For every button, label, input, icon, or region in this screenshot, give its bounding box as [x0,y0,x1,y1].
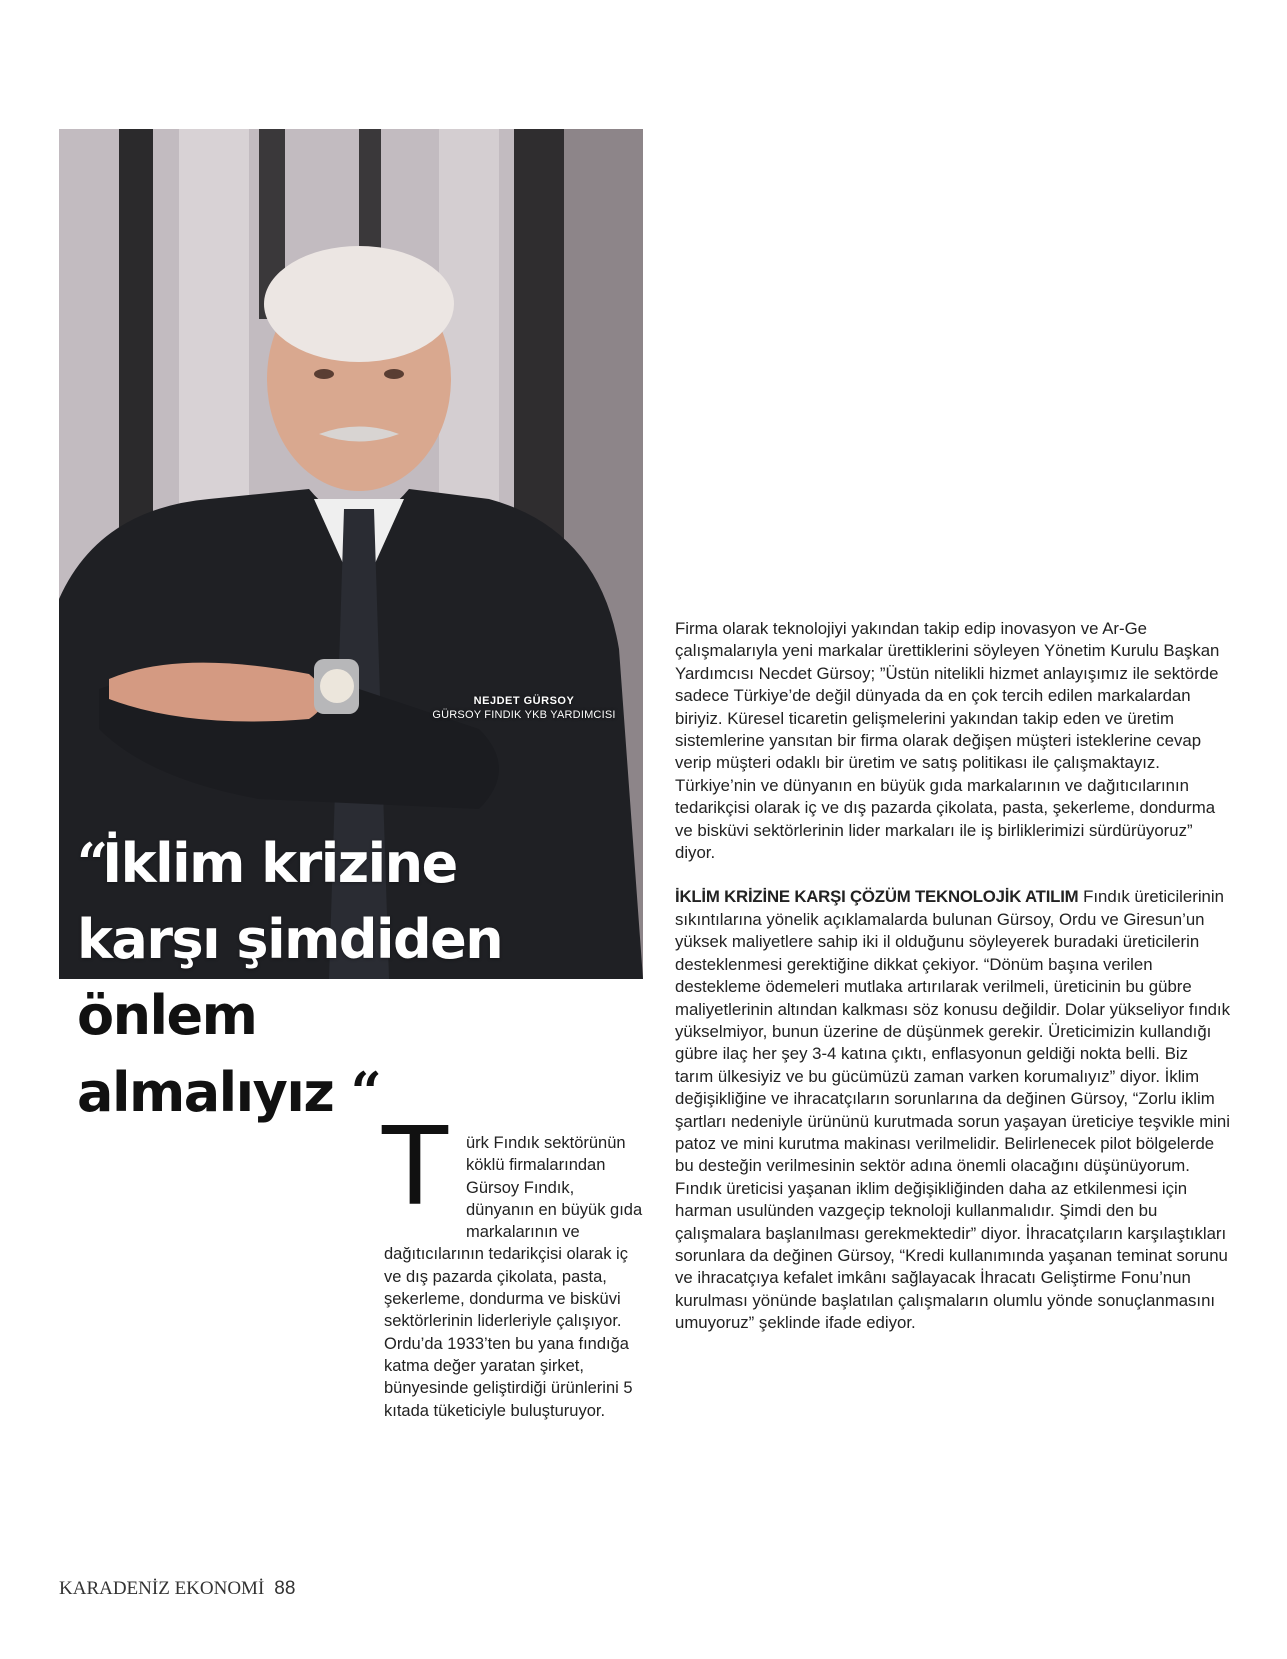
photo-caption [409,694,639,722]
headline-line-2: karşı şimdiden [77,908,503,971]
drop-cap: T [382,1105,448,1230]
open-quote-mark: “ [77,831,103,895]
headline-line-4-text: almalıyız [77,1061,334,1124]
body-paragraph-2 [675,886,1230,1334]
headline [77,825,637,1131]
section-subheading: İKLİM KRİZİNE KARŞI ÇÖZÜM TEKNOLOJİK ATILIM [675,887,1079,907]
body-paragraph-2-text: Fındık üreticilerinin sıkıntılarına yönelik açıklamalarda bulunan Gürsoy, Ordu ve Giresun’un yüksek maliyetlere sahip iki il olduğunu söyleyerek buradaki üreticilerin desteklenmesi gerektiğine dikkat çekiyor. “Dönüm başına verilen destekleme ödemeleri mutlaka artırılarak verilmeli, üreticinin bu gübre maliyetlerinin altından kalkması söz konusu değildir. Dolar yükseliyor fındık yükselmiyor, bunun üzerine de düşünmek gerekir. Üreticimizin kullandığı gübre ilaç her şey 3-4 katına çıktı, enflasyonun geldiği nokta belli. Biz tarım ülkesiyiz ve bu gücümüzü zaman varken korumalıyız” diyor. İklim değişikliğine ve ihracatçıların sorunlarına da değinen Gürsoy, “Zorlu iklim şartları nedeniyle ürününü kurutmada sorun yaşayan üreticiye teşvikle mini patoz ve mini kurutma makinası verilmelidir. Belirlenecek pilot bölgelerde bu desteğin verilmesinin sektör adına önemli olacağını düşünüyorum. Fındık üreticisi yaşanan iklim değişikliğinden daha az etkilenmesi için harman usulünden vazgeçip teknoloji kullanmalıdır. Şimdi den bu çalışmalara başlanılması gerekmektedir” diyor. İhracatçıların karşılaştıkları sorunlara da değinen Gürsoy, “Kredi kullanımında yaşanan teminat sorunu ve ihracatçıya kefalet imkânı sağlayacak İhracatı Geliştirme Fonu’nun kurulması yönünde başlatılan çalışmaların olumlu yönde sonuçlanmasını umuyoruz” şeklinde ifade ediyor. [675,887,1230,1333]
body-column [675,618,1230,1335]
headline-line-3: önlem [77,984,257,1047]
headline-line-4 [77,1054,637,1131]
caption-title: GÜRSOY FINDIK YKB YARDIMCISI [432,709,616,721]
intro-text: ürk Fındık sektörünün köklü firmalarından Gürsoy Fındık, dünyanın en büyük gıda markalarının ve dağıtıcılarının tedarikçisi olarak iç ve dış pazarda çikolata, pasta, şekerleme, dondurma ve bisküvi sektörlerinin liderleriyle çalışıyor. Ordu’da 1933’ten bu yana fındığa katma değer yaratan şirket, bünyesinde geliştirdiği ürünlerini 5 kıtada tüketiciyle buluşturuyor. [384,1134,643,1420]
headline-line-1-text: İklim krizine [102,832,457,895]
page-number: 88 [274,1578,296,1599]
page-footer [59,1578,295,1600]
headline-line-1 [77,825,637,902]
caption-name: NEJDET GÜRSOY [473,695,575,707]
magazine-name: KARADENİZ EKONOMİ [59,1578,265,1599]
intro-paragraph [382,1105,644,1422]
close-quote-mark: “ [350,1060,376,1124]
body-paragraph-1: Firma olarak teknolojiyi yakından takip edip inovasyon ve Ar-Ge çalışmalarıyla yeni markalar ürettiklerini söyleyen Yönetim Kurulu Başkan Yardımcısı Necdet Gürsoy; ”Üstün nitelikli hizmet anlayışımız ile sektörde sadece Türkiye’de değil dünyada da en çok tercih edilen markalardan biriyiz. Küresel ticaretin gelişmelerini yakından takip eden ve üretim sistemlerine yansıtan bir firma olarak değişen müşteri isteklerine cevap verip müşteri odaklı bir üretim ve satış politikası ile çalışmaktayız. Türkiye’nin ve dünyanın en büyük gıda markalarının ve dağıtıcılarının tedarikçisi olarak iç ve dış pazarda çikolata, pasta, şekerleme, dondurma ve bisküvi sektörlerinin lider markaları ile iş birliklerimizi sürdürüyoruz” diyor. [675,619,1220,863]
